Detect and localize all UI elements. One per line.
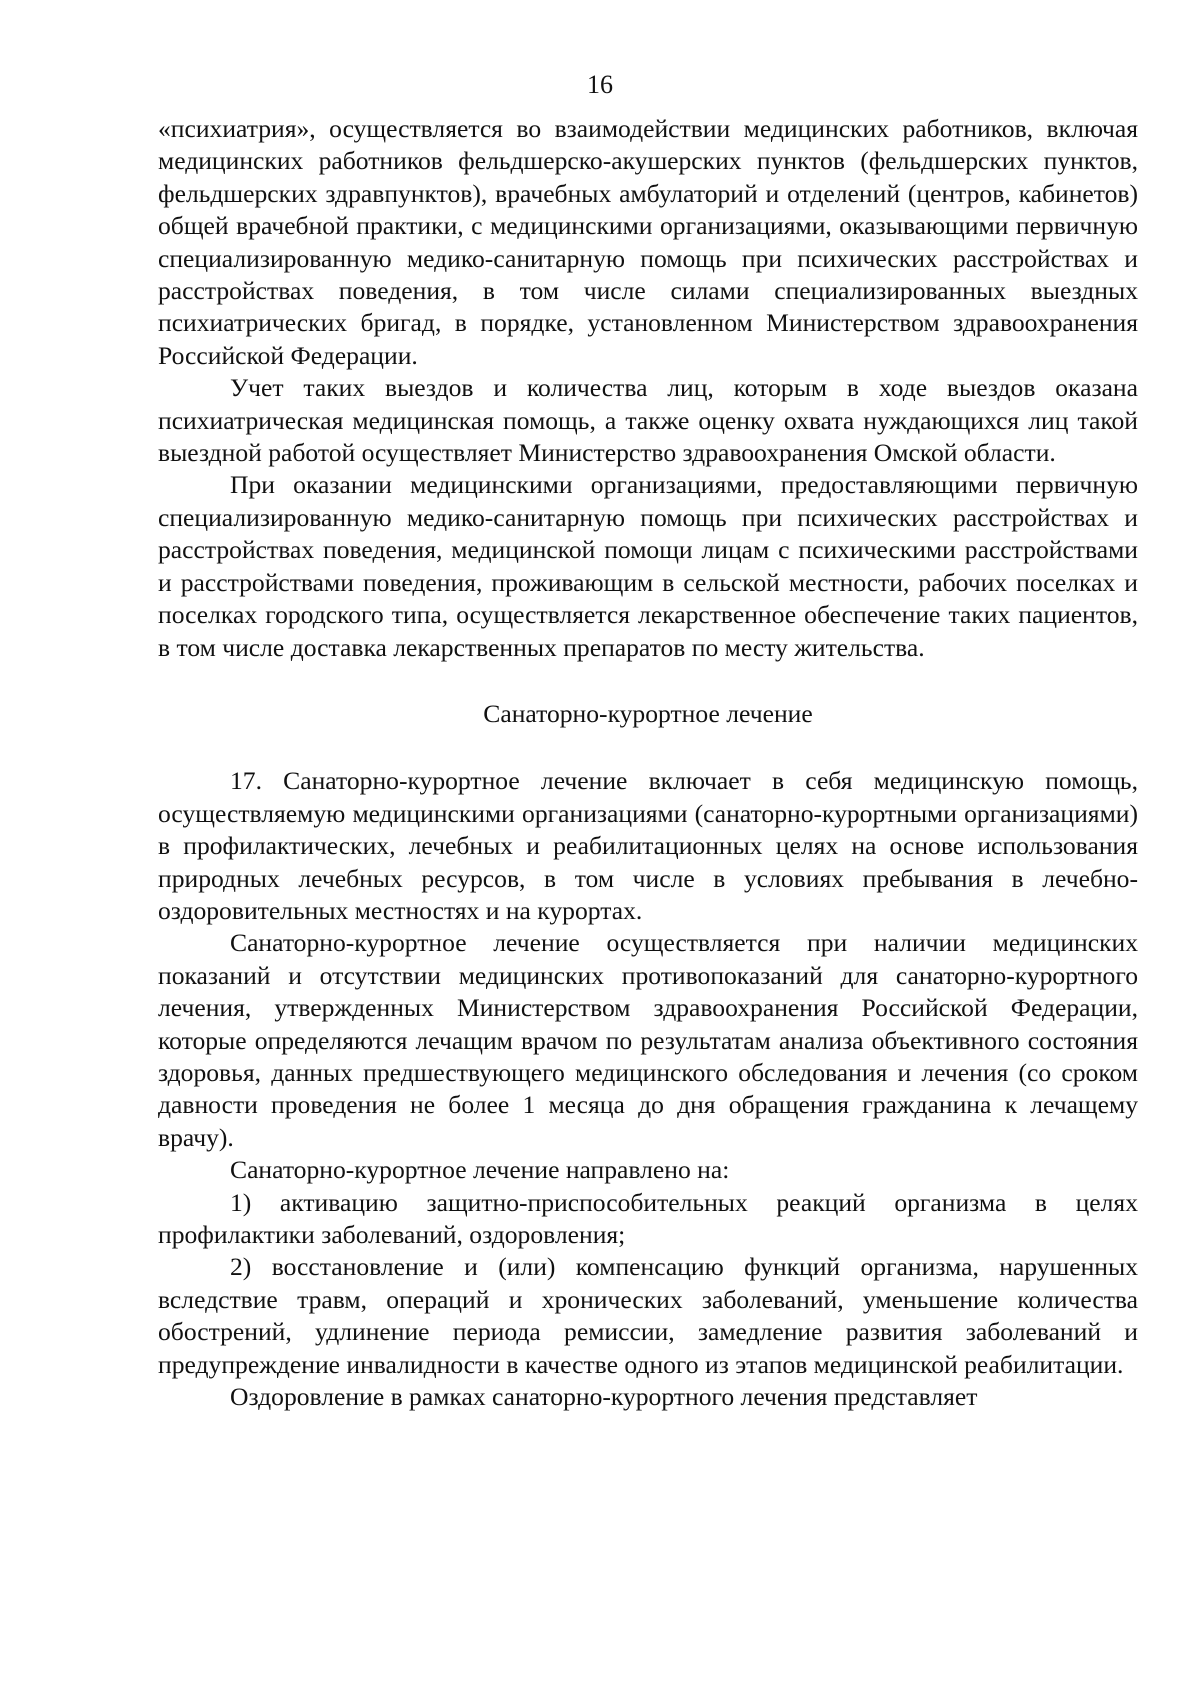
paragraph-aims-intro: Санаторно-курортное лечение направлено на: — [230, 1155, 730, 1185]
section-heading: Санаторно-курортное лечение — [483, 698, 813, 728]
paragraph-recovery: Оздоровление в рамках санаторно-курортного лечения представляет — [230, 1382, 978, 1412]
paragraph-drug-provision: При оказании медицинскими организациями, предоставляющими первичную специализированную медико-санитарную помощь при психических расстройствах и расстройствах поведения, медицинской помощи лицам с психическими расстройствами и расстройствами поведения, проживающим в сельской местности, рабочих поселках и поселках городского типа, осуществляется лекарственное обеспечение таких пациентов, в том числе доставка лекарственных препаратов по месту жительства. — [158, 470, 1138, 662]
paragraph-continuation: «психиатрия», осуществляется во взаимодействии медицинских работников, включая медицинских работников фельдшерско-акушерских пунктов (фельдшерских пунктов, фельдшерских здравпунктов), врачебных амбулаторий и отделений (центров, кабинетов) общей врачебной практики, с медицинскими организациями, оказывающими первичную специализированную медико-санитарную помощь при психических расстройствах и расстройствах поведения, в том числе силами специализированных выездных психиатрических бригад, в порядке, установленном Министерством здравоохранения Российской Федерации. — [158, 114, 1138, 370]
paragraph-item-17: 17. Санаторно-курортное лечение включает в себя медицинскую помощь, осуществляемую медицинскими организациями (санаторно-курортными организациями) в профилактических, лечебных и реабилитационных целях на основе использования природных лечебных ресурсов, в том числе в условиях пребывания в лечебно-оздоровительных местностях и на курортах. — [158, 766, 1138, 925]
document-body — [158, 113, 1138, 1413]
paragraph-aim-2: 2) восстановление и (или) компенсацию функций организма, нарушенных вследствие травм, операций и хронических заболеваний, уменьшение количества обострений, удлинение периода ремиссии, замедление развития заболеваний и предупреждение инвалидности в качестве одного из этапов медицинской реабилитации. — [158, 1252, 1138, 1379]
paragraph-indications: Санаторно-курортное лечение осуществляется при наличии медицинских показаний и отсутствии медицинских противопоказаний для санаторно-курортного лечения, утвержденных Министерством здравоохранения Российской Федерации, которые определяются лечащим врачом по результатам анализа объективного состояния здоровья, данных предшествующего медицинского обследования и лечения (со сроком давности проведения не более 1 месяца до дня обращения гражданина к лечащему врачу). — [158, 928, 1138, 1152]
page-number: 16 — [587, 70, 613, 99]
paragraph-trips-accounting: Учет таких выездов и количества лиц, которым в ходе выездов оказана психиатрическая медицинская помощь, а также оценку охвата нуждающихся лиц такой выездной работой осуществляет Министерство здравоохранения Омской области. — [158, 373, 1138, 468]
paragraph-aim-1: 1) активацию защитно-приспособительных реакций организма в целях профилактики заболеваний, оздоровления; — [158, 1187, 1138, 1249]
